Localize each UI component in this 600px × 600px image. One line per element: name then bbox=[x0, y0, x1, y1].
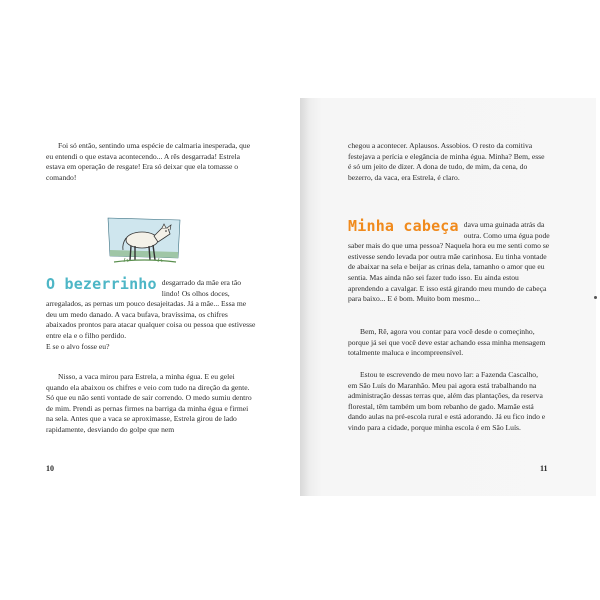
heading-minha-cabeca: Minha cabeça bbox=[348, 217, 459, 235]
page-edge-mark bbox=[594, 296, 597, 299]
right-paragraph-3-text: Bem, Rê, agora vou contar para você desde o começinho, porque já sei que você deve estar achando essa minha mensagem totalmente maluca e incompreensível. bbox=[348, 327, 546, 358]
right-paragraph-4-text: Estou te escrevendo de meu novo lar: a Fazenda Cascalho, em São Luís do Maranhão. Meu pai agora está trabalhando na administração dessas terras que, além das plantações, da reserva florestal, têm também um bom rebanho de gado. Mamãe está dando aulas na pré-escola rural e está adorando. Já eu fico indo e vindo para a cidade, porque minha escola é em São Luís. bbox=[348, 370, 546, 432]
right-paragraph-4 bbox=[348, 370, 548, 434]
right-paragraph-2 bbox=[348, 217, 554, 305]
left-paragraph-3 bbox=[46, 372, 252, 436]
page-number-left: 10 bbox=[46, 464, 54, 473]
right-paragraph-1 bbox=[348, 141, 548, 183]
left-line-alvo: E se o alvo fosse eu? bbox=[46, 341, 110, 351]
left-paragraph-3-text: Nisso, a vaca mirou para Estrela, a minha égua. E eu gelei quando ela abaixou os chifres e veio com tudo na direção da gente. Só que eu não senti vontade de sair correndo. O medo sumiu dentro de mim. Prendi as pernas firmes na barriga da minha égua e firmei na sela. Antes que a vaca se aproximasse, Estrela girou de lado rapidamente, desviando do golpe que nem bbox=[46, 372, 252, 434]
right-paragraph-2-text: dava uma guinada atrás da outra. Como uma égua pode saber mais do que uma pessoa? Naquela hora eu me senti como se estivesse sendo levada por outra mãe carinhosa. Eu tinha vontade de abaixar na sela e beijar as crinas dela, tamanho o amor que eu sentia. Mas ainda não sei fazer tudo isso. Eu ainda estou aprendendo a cavalgar. E isso está girando meu mundo de cabeça para baixo... E é bom. Muito bom mesmo... bbox=[348, 220, 550, 304]
page-number-right: 11 bbox=[540, 464, 548, 473]
left-paragraph-2-text: desgarrado da mãe era tão lindo! Os olhos doces, arregalados, as pernas um pouco desajeitadas. Já a mãe... Essa me deu um medo danado. A vaca bufava, bravíssima, os chifres abaixados prontos para atacar qualquer coisa ou pessoa que estivesse entre ela e o filho perdido. bbox=[46, 278, 256, 340]
left-paragraph-2 bbox=[46, 275, 258, 352]
heading-o-bezerrinho: O bezerrinho bbox=[46, 275, 157, 293]
left-paragraph-1 bbox=[46, 141, 252, 183]
right-paragraph-3 bbox=[348, 327, 548, 359]
left-paragraph-1-text: Foi só então, sentindo uma espécie de calmaria inesperada, que eu entendi o que estava acontecendo... A rês desgarrada! Estrela estava em operação de resgate! Era só deixar que ela tomasse o comando! bbox=[46, 141, 251, 182]
right-paragraph-1-text: chegou a acontecer. Aplausos. Assobios. O resto da comitiva festejava a perícia e elegância de minha égua. Minha? Bem, esse é só um jeito de dizer. A dona de tudo, de mim, da cena, do bezerro, da vaca, era Estrela, é claro. bbox=[348, 141, 545, 182]
calf-illustration bbox=[104, 214, 184, 272]
